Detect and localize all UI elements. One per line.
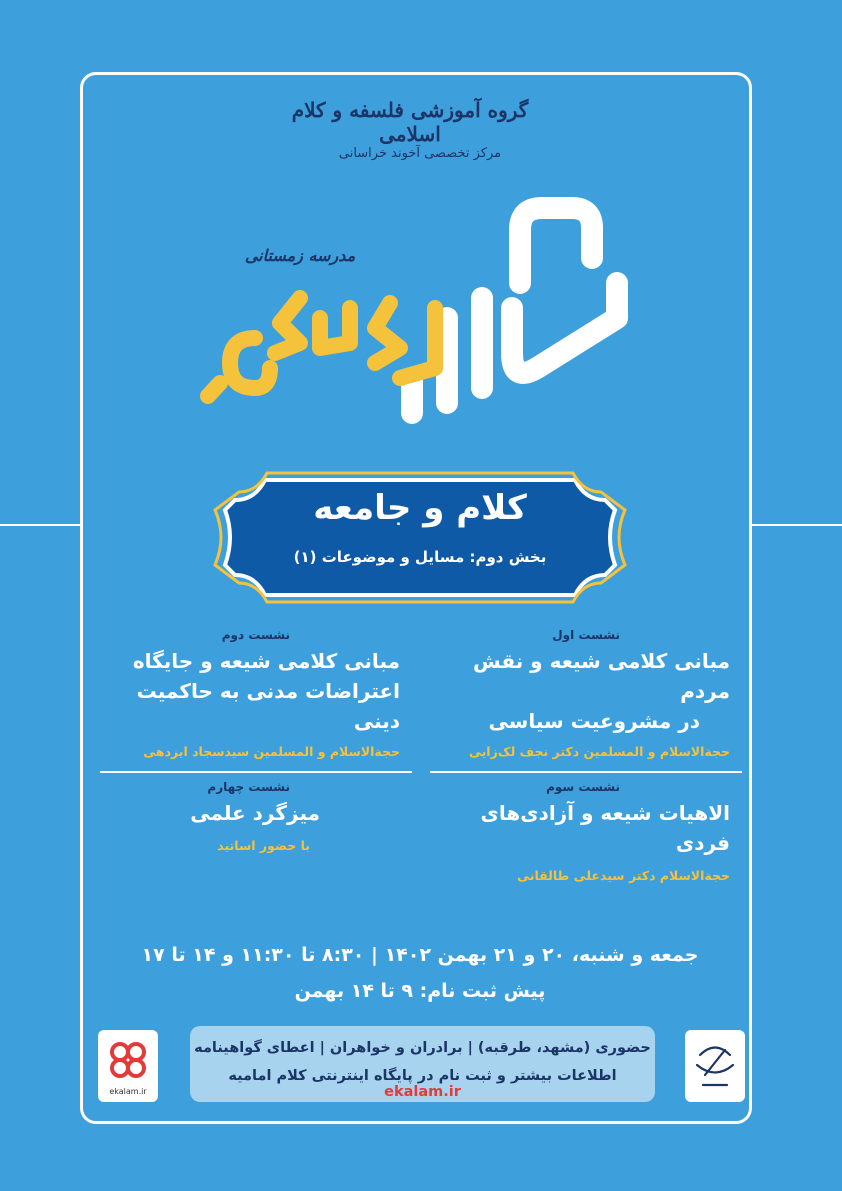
center-name: مرکز تخصصی آخوند خراسانی [338, 146, 502, 161]
akhund-logo-box [685, 1030, 745, 1102]
akhund-khorasani-logo-icon [685, 1030, 745, 1102]
session-4-label: نشست چهارم [207, 780, 290, 794]
session-3 [430, 780, 730, 883]
session-1-title-line1: مبانی کلامی شیعه و نقش مردم [473, 649, 730, 703]
session-4-title: میزگرد علمی [190, 801, 320, 825]
org-name: گروه آموزشی فلسفه و کلام اسلامی [291, 98, 529, 146]
session-4-speaker: با حضور اساتید [217, 838, 310, 853]
session-1-title-line2: در مشروعیت سیاسی [488, 709, 700, 733]
banner-title: کلام و جامعه [313, 488, 527, 528]
divider-line-right [752, 524, 842, 526]
session-1-label: نشست اول [552, 628, 620, 642]
ekalam-logo-icon [98, 1030, 158, 1090]
divider-line-left [0, 524, 80, 526]
session-2-title-line2: اعتراضات مدنی به حاکمیت دینی [136, 679, 400, 733]
info-line-2 [190, 1068, 655, 1100]
ekalam-caption: ekalam.ir [109, 1087, 147, 1096]
session-2-title-line1: مبانی کلامی شیعه و جایگاه [132, 649, 400, 673]
info-line-2-text: اطلاعات بیشتر و ثبت نام در پایگاه اینترنتی کلام امامیه [228, 1068, 617, 1084]
session-2-speaker: حجة‌الاسلام و المسلمین سیدسجاد ایزدهی [143, 744, 400, 759]
website-link[interactable]: ekalam.ir [384, 1084, 461, 1100]
schedule-dates: جمعه و شنبه، ۲۰ و ۲۱ بهمن ۱۴۰۲ | ۸:۳۰ تا ۱۱:۳۰ و ۱۴ تا ۱۷ [141, 944, 699, 966]
registration-dates: پیش ثبت نام: ۹ تا ۱۴ بهمن [294, 980, 546, 1002]
session-4 [100, 780, 400, 853]
session-2-label: نشست دوم [221, 628, 290, 642]
session-1 [430, 628, 730, 759]
session-3-label: نشست سوم [546, 780, 620, 794]
banner-subtitle: بخش دوم: مسایل و موضوعات (۱) [293, 548, 547, 566]
session-1-speaker: حجة‌الاسلام و المسلمین دکتر نجف لک‌زایی [468, 744, 730, 759]
session-divider-left [100, 771, 412, 773]
title-yellow-logotype [200, 268, 460, 408]
session-2 [100, 628, 400, 759]
session-divider-right [430, 771, 742, 773]
season-label: مدرسه زمستانی [244, 246, 356, 265]
session-3-speaker: حجة‌الاسلام دکتر سیدعلی طالقانی [517, 868, 730, 883]
title-white-text: کلام [392, 173, 420, 192]
info-line-1: حضوری (مشهد، طرقبه) | برادران و خواهران | اعطای گواهینامه [194, 1040, 651, 1056]
session-3-title: الاهیات شیعه و آزادی‌های فردی [480, 801, 730, 855]
